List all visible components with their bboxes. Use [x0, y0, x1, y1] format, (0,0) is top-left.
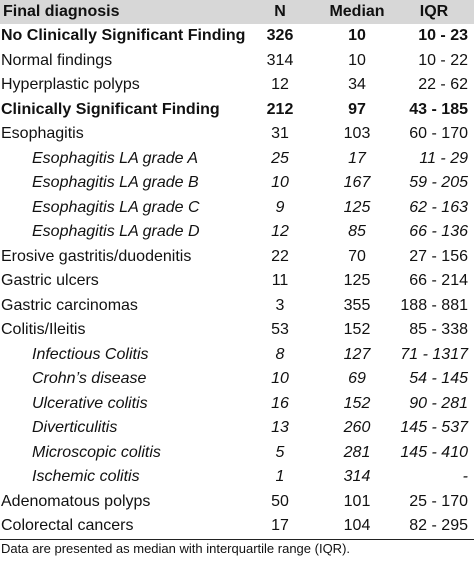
- row-median: 101: [343, 492, 371, 510]
- table-row: [0, 122, 474, 147]
- row-label: Colitis/Ileitis: [1, 321, 86, 338]
- table-row: [0, 196, 474, 221]
- row-n: 25: [271, 149, 289, 167]
- row-n: 16: [271, 394, 289, 412]
- row-iqr: 27 - 156: [409, 247, 468, 265]
- row-n: 9: [275, 198, 285, 216]
- row-n: 8: [275, 345, 285, 363]
- row-label: Diverticulitis: [32, 419, 118, 436]
- row-iqr: 54 - 145: [409, 370, 468, 387]
- row-iqr: 43 - 185: [409, 100, 468, 118]
- row-median: 152: [343, 321, 371, 338]
- row-iqr: 66 - 214: [409, 272, 468, 289]
- row-label: Ulcerative colitis: [32, 394, 148, 412]
- table-row: [0, 441, 474, 466]
- row-iqr: 85 - 338: [409, 321, 468, 338]
- row-label: Gastric ulcers: [1, 272, 99, 289]
- row-label: Gastric carcinomas: [1, 296, 138, 314]
- table-row: [0, 514, 474, 539]
- table-header: [0, 0, 474, 24]
- header-iqr: IQR: [419, 3, 449, 20]
- row-median: 125: [343, 272, 371, 289]
- row-label: Crohn’s disease: [32, 370, 147, 387]
- row-n: 212: [266, 100, 294, 118]
- header-row: [0, 0, 474, 24]
- table-row: [0, 220, 474, 245]
- header-n: N: [274, 3, 286, 20]
- row-label: Normal findings: [1, 51, 113, 69]
- row-median: 85: [348, 223, 366, 240]
- row-n: 1: [275, 468, 285, 485]
- row-iqr: 25 - 170: [409, 492, 468, 510]
- row-label: Esophagitis LA grade B: [32, 174, 199, 191]
- row-median: 10: [348, 27, 366, 44]
- row-n: 10: [271, 174, 289, 191]
- row-label: Esophagitis LA grade D: [32, 223, 200, 240]
- row-n: 22: [271, 247, 289, 265]
- row-iqr: 22 - 62: [418, 76, 468, 93]
- row-iqr: 66 - 136: [409, 223, 468, 240]
- row-n: 12: [271, 223, 289, 240]
- table-row: [0, 245, 474, 270]
- row-label: No Clinically Significant Finding: [1, 27, 246, 44]
- row-n: 11: [271, 272, 289, 289]
- table-row: [0, 73, 474, 98]
- row-median: 103: [343, 125, 371, 142]
- row-n: 326: [266, 27, 294, 44]
- row-median: 355: [343, 296, 371, 314]
- table-row: [0, 24, 474, 49]
- row-n: 12: [271, 76, 289, 93]
- table-row: [0, 294, 474, 319]
- table-footnote: Data are presented as median with interquartile range (IQR).: [1, 541, 351, 556]
- row-label: Colorectal cancers: [0, 514, 240, 539]
- row-label: Microscopic colitis: [32, 443, 161, 461]
- row-median: 70: [348, 247, 366, 265]
- row-label: Esophagitis LA grade C: [32, 198, 200, 216]
- table-row: [0, 98, 474, 123]
- row-n: 13: [271, 419, 289, 436]
- row-iqr: 71 - 1317: [400, 345, 468, 363]
- table-row: [0, 171, 474, 196]
- row-n: 314: [266, 51, 294, 69]
- row-iqr: 82 - 295: [394, 514, 474, 539]
- row-label: Esophagitis: [1, 125, 84, 142]
- row-median: 104: [320, 514, 394, 539]
- row-iqr: 10 - 23: [418, 27, 468, 44]
- row-iqr: 10 - 22: [418, 51, 468, 69]
- row-iqr: 60 - 170: [409, 125, 468, 142]
- table-row: [0, 416, 474, 441]
- row-label: Adenomatous polyps: [1, 492, 151, 510]
- row-median: 125: [343, 198, 371, 216]
- table-row: [0, 465, 474, 490]
- row-median: 34: [348, 76, 366, 93]
- row-median: 281: [343, 443, 371, 461]
- row-n: 50: [271, 492, 289, 510]
- row-median: 314: [343, 468, 371, 485]
- row-iqr: 188 - 881: [400, 296, 468, 314]
- row-iqr: 59 - 205: [409, 174, 468, 191]
- row-median: 97: [348, 100, 366, 118]
- row-label: Erosive gastritis/duodenitis: [1, 247, 192, 265]
- row-iqr: 62 - 163: [409, 198, 468, 216]
- row-iqr: 145 - 410: [400, 443, 468, 461]
- row-iqr: 90 - 281: [409, 394, 468, 412]
- table-row: [0, 392, 474, 417]
- row-n: 5: [275, 443, 285, 461]
- table-row: [0, 269, 474, 294]
- row-n: 10: [271, 370, 289, 387]
- row-label: Clinically Significant Finding: [1, 100, 220, 118]
- row-label: Ischemic colitis: [32, 468, 140, 485]
- row-iqr: 145 - 537: [400, 419, 468, 436]
- row-median: 10: [348, 51, 366, 69]
- table-body: [0, 24, 474, 539]
- row-n: 53: [271, 321, 289, 338]
- row-median: 167: [343, 174, 371, 191]
- table-row: [0, 343, 474, 368]
- header-median: Median: [329, 3, 385, 20]
- row-median: 69: [348, 370, 366, 387]
- row-iqr: 11 - 29: [419, 149, 468, 167]
- row-label: Esophagitis LA grade A: [32, 149, 199, 167]
- row-n: 3: [275, 296, 285, 314]
- row-iqr: -: [462, 468, 468, 485]
- header-final-diagnosis: Final diagnosis: [3, 3, 120, 20]
- row-n: 17: [240, 514, 320, 539]
- row-label: Infectious Colitis: [32, 345, 149, 363]
- row-median: 260: [343, 419, 371, 436]
- row-median: 127: [343, 345, 371, 363]
- table-row: [0, 147, 474, 172]
- table-row: [0, 490, 474, 515]
- row-label: Hyperplastic polyps: [1, 76, 140, 93]
- row-median: 17: [348, 149, 366, 167]
- table-row: [0, 318, 474, 343]
- table-row: [0, 367, 474, 392]
- table-row: [0, 49, 474, 74]
- row-n: 31: [271, 125, 289, 142]
- row-median: 152: [343, 394, 371, 412]
